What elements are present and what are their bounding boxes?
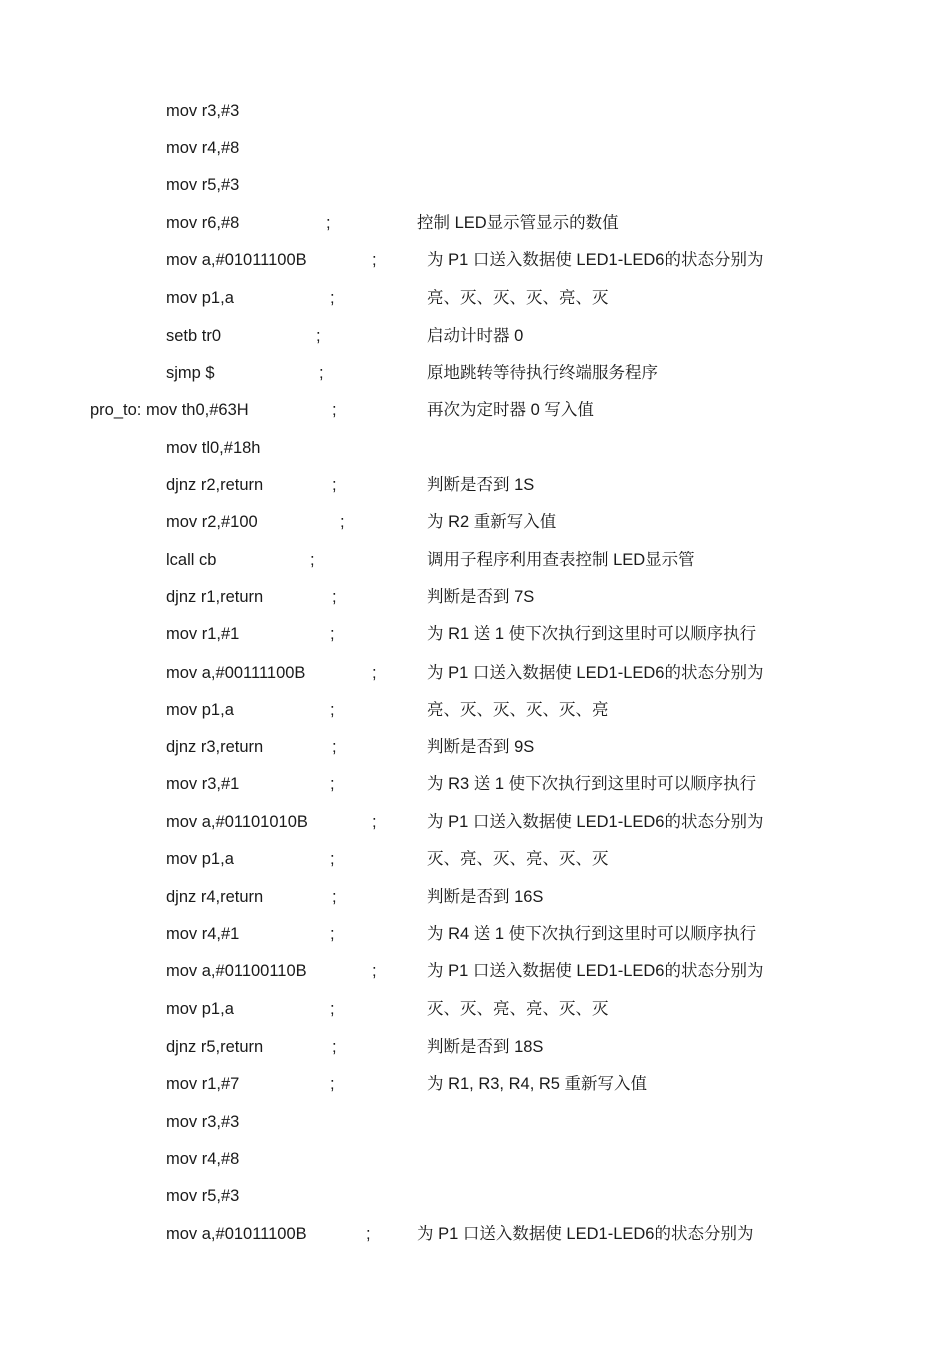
code-line xyxy=(0,398,950,422)
code-line xyxy=(0,922,950,946)
code-text: mov p1,a xyxy=(166,850,234,868)
code-text: setb tr0 xyxy=(166,327,222,345)
comment-text: 为 R3 送 1 使下次执行到这里时可以顺序执行 xyxy=(427,775,757,793)
code-line xyxy=(0,1147,950,1171)
code-text: mov a,#00111100B xyxy=(166,664,306,682)
comment-text: 亮、灭、灭、灭、亮、灭 xyxy=(427,289,609,307)
code-line xyxy=(0,885,950,909)
code-line xyxy=(0,585,950,609)
code-text: mov r2,#100 xyxy=(166,513,258,531)
code-line xyxy=(0,548,950,572)
comment-separator: ; xyxy=(330,289,335,307)
comment-separator: ; xyxy=(316,327,321,345)
comment-separator: ; xyxy=(332,476,337,494)
code-line xyxy=(0,622,950,646)
code-line xyxy=(0,286,950,310)
code-text: mov r5,#3 xyxy=(166,176,240,194)
comment-separator: ; xyxy=(340,513,345,531)
code-text: mov r3,#1 xyxy=(166,775,240,793)
comment-text: 灭、亮、灭、亮、灭、灭 xyxy=(427,850,609,868)
comment-separator: ; xyxy=(372,813,377,831)
comment-text: 为 R1, R3, R4, R5 重新写入值 xyxy=(427,1075,648,1093)
code-line xyxy=(0,1035,950,1059)
code-text: mov r3,#3 xyxy=(166,102,240,120)
code-text: djnz r1,return xyxy=(166,588,264,606)
comment-separator: ; xyxy=(330,775,335,793)
comment-separator: ; xyxy=(330,1075,335,1093)
comment-separator: ; xyxy=(332,588,337,606)
code-line xyxy=(0,473,950,497)
comment-separator: ; xyxy=(310,551,315,569)
comment-separator: ; xyxy=(330,1000,335,1018)
code-line xyxy=(0,436,950,460)
code-line xyxy=(0,99,950,123)
comment-separator: ; xyxy=(326,214,331,232)
code-text: mov r4,#1 xyxy=(166,925,240,943)
comment-text: 亮、灭、灭、灭、灭、亮 xyxy=(427,701,609,719)
comment-text: 再次为定时器 0 写入值 xyxy=(427,401,594,419)
comment-text: 为 P1 口送入数据使 LED1-LED6的状态分别为 xyxy=(427,813,764,831)
comment-separator: ; xyxy=(332,401,337,419)
code-text: mov a,#01011100B xyxy=(166,1225,307,1243)
comment-text: 判断是否到 7S xyxy=(427,588,535,606)
comment-separator: ; xyxy=(330,925,335,943)
comment-separator: ; xyxy=(372,664,377,682)
comment-separator: ; xyxy=(330,701,335,719)
code-text: lcall cb xyxy=(166,551,217,569)
code-line xyxy=(0,361,950,385)
comment-separator: ; xyxy=(332,888,337,906)
comment-text: 原地跳转等待执行终端服务程序 xyxy=(427,364,658,382)
code-text: mov r4,#8 xyxy=(166,139,240,157)
code-text: djnz r3,return xyxy=(166,738,264,756)
comment-separator: ; xyxy=(332,1038,337,1056)
comment-separator: ; xyxy=(330,850,335,868)
code-text: mov r1,#7 xyxy=(166,1075,240,1093)
code-line xyxy=(0,997,950,1021)
code-line xyxy=(0,959,950,983)
comment-text: 为 P1 口送入数据使 LED1-LED6的状态分别为 xyxy=(427,664,764,682)
comment-text: 调用子程序利用查表控制 LED显示管 xyxy=(427,551,695,569)
comment-separator: ; xyxy=(372,962,377,980)
code-text: mov p1,a xyxy=(166,701,234,719)
code-text: mov p1,a xyxy=(166,1000,234,1018)
comment-separator: ; xyxy=(330,625,335,643)
comment-text: 为 R1 送 1 使下次执行到这里时可以顺序执行 xyxy=(427,625,757,643)
code-text: mov r3,#3 xyxy=(166,1113,240,1131)
code-line xyxy=(0,698,950,722)
comment-text: 为 P1 口送入数据使 LED1-LED6的状态分别为 xyxy=(417,1225,754,1243)
code-line xyxy=(0,1072,950,1096)
code-line xyxy=(0,1222,950,1246)
comment-text: 启动计时器 0 xyxy=(427,327,524,345)
comment-text: 为 P1 口送入数据使 LED1-LED6的状态分别为 xyxy=(427,251,764,269)
comment-text: 灭、灭、亮、亮、灭、灭 xyxy=(427,1000,609,1018)
comment-separator: ; xyxy=(366,1225,371,1243)
code-text: sjmp $ xyxy=(166,364,215,382)
code-text: mov r4,#8 xyxy=(166,1150,240,1168)
code-text: mov r1,#1 xyxy=(166,625,240,643)
code-text: mov a,#01011100B xyxy=(166,251,307,269)
comment-separator: ; xyxy=(319,364,324,382)
code-text: pro_to: mov th0,#63H xyxy=(90,401,249,419)
code-text: mov r6,#8 xyxy=(166,214,240,232)
comment-text: 控制 LED显示管显示的数值 xyxy=(417,214,619,232)
code-text: mov tl0,#18h xyxy=(166,439,261,457)
code-text: mov a,#01101010B xyxy=(166,813,308,831)
code-line xyxy=(0,1184,950,1208)
code-line xyxy=(0,324,950,348)
code-line xyxy=(0,211,950,235)
code-text: djnz r5,return xyxy=(166,1038,264,1056)
comment-text: 判断是否到 18S xyxy=(427,1038,544,1056)
code-text: djnz r4,return xyxy=(166,888,264,906)
code-text: mov p1,a xyxy=(166,289,234,307)
comment-text: 判断是否到 16S xyxy=(427,888,544,906)
comment-text: 为 R2 重新写入值 xyxy=(427,513,557,531)
code-line xyxy=(0,136,950,160)
code-line xyxy=(0,661,950,685)
code-line xyxy=(0,248,950,272)
code-text: djnz r2,return xyxy=(166,476,264,494)
code-text: mov a,#01100110B xyxy=(166,962,307,980)
code-line xyxy=(0,510,950,534)
comment-text: 为 R4 送 1 使下次执行到这里时可以顺序执行 xyxy=(427,925,757,943)
code-line xyxy=(0,735,950,759)
comment-separator: ; xyxy=(332,738,337,756)
code-text: mov r5,#3 xyxy=(166,1187,240,1205)
code-line xyxy=(0,772,950,796)
comment-separator: ; xyxy=(372,251,377,269)
code-line xyxy=(0,810,950,834)
comment-text: 判断是否到 9S xyxy=(427,738,535,756)
code-line xyxy=(0,173,950,197)
code-line xyxy=(0,847,950,871)
comment-text: 判断是否到 1S xyxy=(427,476,535,494)
code-line xyxy=(0,1110,950,1134)
comment-text: 为 P1 口送入数据使 LED1-LED6的状态分别为 xyxy=(427,962,764,980)
